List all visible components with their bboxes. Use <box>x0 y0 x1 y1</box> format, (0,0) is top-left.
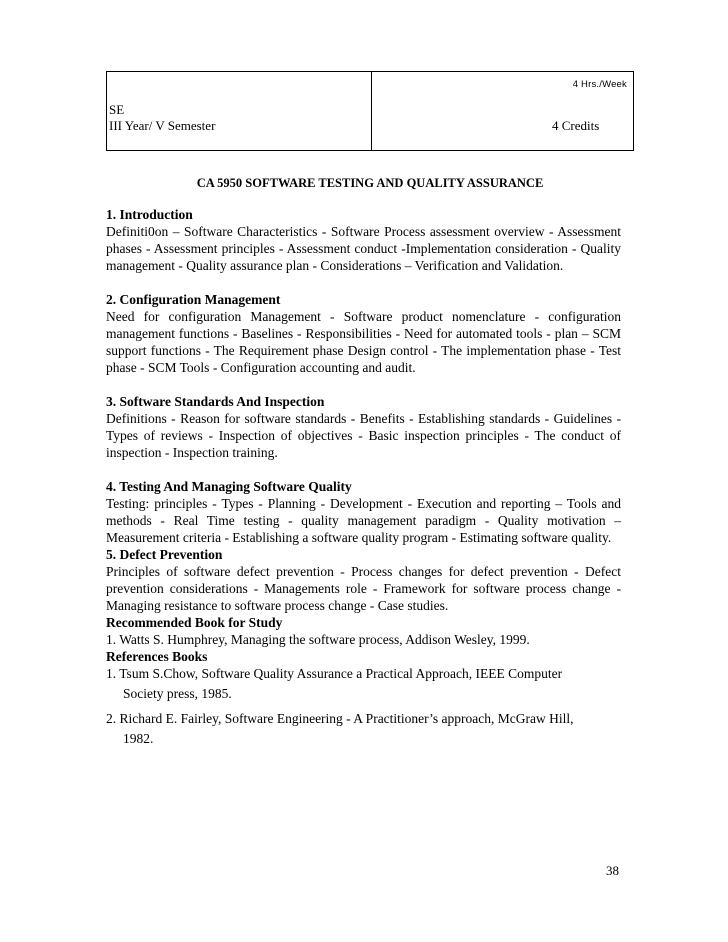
section-configuration-management <box>106 291 621 376</box>
recommended-book: 1. Watts S. Humphrey, Managing the software process, Addison Wesley, 1999. <box>106 632 530 647</box>
recommended-heading: Recommended Book for Study <box>106 615 283 630</box>
reference-continuation: 1982. <box>123 731 154 746</box>
year-semester: III Year/ V Semester <box>109 118 216 133</box>
course-code: SE <box>109 102 125 117</box>
section-defect-prevention <box>106 546 621 614</box>
section-body: Need for configuration Management - Software product nomenclature - configuration management functions - Baselines - Responsibilities - Need for automated tools - plan – SCM support functions - The Requirement phase Design control - The implementation phase - Test phase - SCM Tools - Configuration accounting and audit. <box>106 309 621 375</box>
reference-line: 2. Richard E. Fairley, Software Engineering - A Practitioner’s approach, McGraw Hill, <box>106 711 574 726</box>
section-introduction <box>106 206 621 274</box>
hours-per-week: 4 Hrs./Week <box>572 79 627 90</box>
section-heading: 3. Software Standards And Inspection <box>106 394 325 409</box>
section-heading: 1. Introduction <box>106 207 193 222</box>
references-heading: References Books <box>106 649 208 664</box>
section-heading: 2. Configuration Management <box>106 292 281 307</box>
reference-line: 1. Tsum S.Chow, Software Quality Assurance a Practical Approach, IEEE Computer <box>106 666 563 681</box>
credits: 4 Credits <box>552 118 600 133</box>
section-testing-quality <box>106 478 621 546</box>
reference-item <box>106 710 621 751</box>
reference-item <box>106 665 621 706</box>
course-header-table <box>106 71 634 151</box>
syllabus-content <box>106 206 621 751</box>
section-standards-inspection <box>106 393 621 461</box>
header-right-cell <box>372 72 634 151</box>
section-body: Principles of software defect prevention - Process changes for defect prevention - Defect prevention considerations - Managements role - Framework for software process change - Managing resistance to software process change - Case studies. <box>106 564 621 613</box>
page-number: 38 <box>606 863 619 878</box>
section-heading: 5. Defect Prevention <box>106 547 223 562</box>
section-body: Definiti0on – Software Characteristics - Software Process assessment overview - Assessment phases - Assessment principles - Assessment conduct -Implementation consideration - Quality management - Quality assurance plan - Considerations – Verification and Validation. <box>106 224 621 273</box>
section-body: Testing: principles - Types - Planning - Development - Execution and reporting – Tools and methods - Real Time testing - quality management paradigm - Quality motivation – Measurement criteria - Establishing a software quality program - Estimating software quality. <box>106 496 621 545</box>
course-title: CA 5950 SOFTWARE TESTING AND QUALITY ASSURANCE <box>196 176 544 190</box>
header-left-cell <box>107 72 372 151</box>
section-body: Definitions - Reason for software standards - Benefits - Establishing standards - Guidelines - Types of reviews - Inspection of objectives - Basic inspection principles - The conduct of inspection - Inspection training. <box>106 411 621 460</box>
reference-continuation: Society press, 1985. <box>123 686 232 701</box>
section-heading: 4. Testing And Managing Software Quality <box>106 479 352 494</box>
